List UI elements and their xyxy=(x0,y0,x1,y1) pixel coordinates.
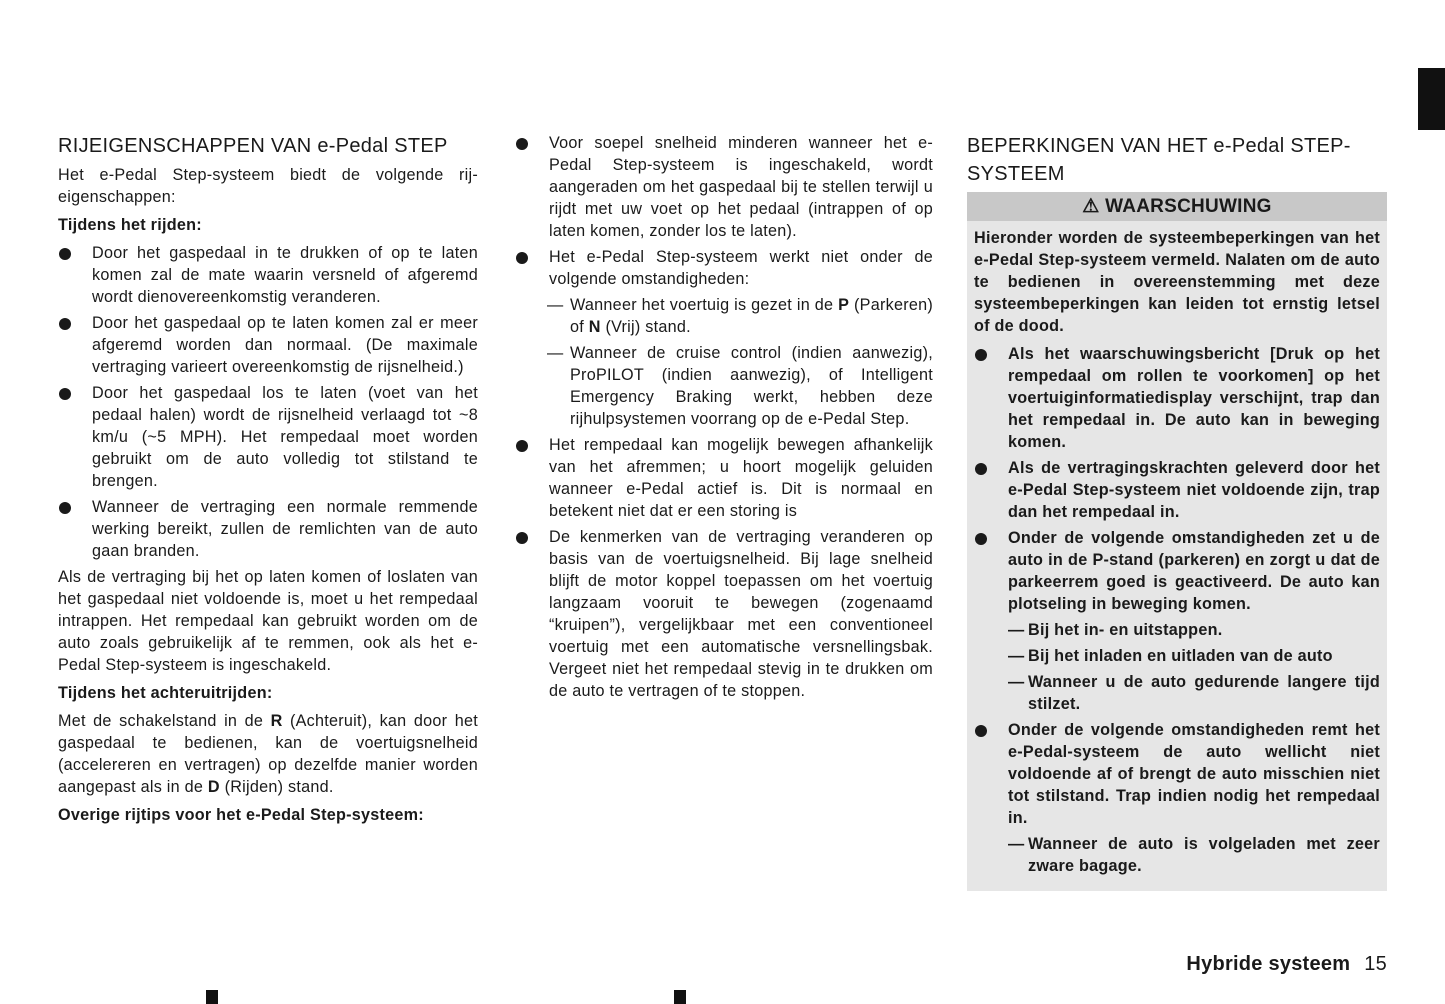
list-item: Het e-Pedal Step-systeem werkt niet onder de volgende omstandigheden: xyxy=(515,246,933,290)
column-1 xyxy=(58,132,478,832)
chapter-tab-marker xyxy=(1418,68,1445,130)
list-item: Door het gaspedaal in te drukken of op te laten komen zal de mate waarin versneld of afgeremd wordt dienovereenkomstig veranderen. xyxy=(58,242,478,308)
warning-header: ⚠ WAARSCHUWING xyxy=(967,192,1387,221)
column-2 xyxy=(515,132,933,706)
dash-item: — Bij het inladen en uitladen van de auto xyxy=(974,645,1380,667)
reverse-paragraph: Met de schakelstand in de R (Achteruit), kan door het gaspedaal te bedienen, kan de voertuigsnelheid (accelereren en vertragen) op dezelfde manier worden aangepast als in de D (Rijden) stand. xyxy=(58,712,478,796)
dash-item: — Wanneer de cruise control (indien aanwezig), ProPILOT (indien aanwezig), of Intelligent Emergency Braking werkt, hebben deze rijhulpsystemen voorrang op de e-Pedal Step. xyxy=(547,342,933,430)
warning-box xyxy=(967,192,1387,891)
warning-triangle-icon: ⚠ xyxy=(1082,196,1100,217)
page-number: 15 xyxy=(1364,953,1387,975)
column-3 xyxy=(967,132,1387,891)
dash-item: — Bij het in- en uitstappen. xyxy=(974,619,1380,641)
section-title: BEPERKINGEN VAN HET e-Pedal STEP-SYSTEEM xyxy=(967,135,1351,185)
list-item: Als het waarschuwingsbericht [Druk op het rempedaal om rollen te voorkomen] op het voertuiginformatiedisplay verschijnt, trap dan het rempedaal in. De auto kan in beweging komen. xyxy=(974,343,1380,453)
subheading-reverse: Tijdens het achteruitrijden: xyxy=(58,684,273,702)
dash-item: — Wanneer de auto is volgeladen met zeer zware bagage. xyxy=(974,833,1380,877)
warning-intro: Hieronder worden de systeembeperkingen van het e-Pedal Step-systeem vermeld. Nalaten om de auto te bedienen in overeenstemming met deze systeembeperkingen kan leiden tot ernstig letsel of de dood. xyxy=(974,229,1380,335)
dash-item: — Wanneer het voertuig is gezet in de P (Parkeren) of N (Vrij) stand. xyxy=(547,294,933,338)
list-item: Als de vertragingskrachten geleverd door het e-Pedal Step-systeem niet voldoende zijn, trap dan het rempedaal in. xyxy=(974,457,1380,523)
subheading-tips: Overige rijtips voor het e-Pedal Step-systeem: xyxy=(58,806,424,824)
list-item: Het rempedaal kan mogelijk bewegen afhankelijk van het afremmen; u hoort mogelijk geluiden wanneer e-Pedal actief is. Dit is normaal en betekent niet dat er een storing is xyxy=(515,434,933,522)
footer-section-title: Hybride systeem xyxy=(1186,953,1351,975)
crop-mark xyxy=(206,990,218,1004)
list-item: Voor soepel snelheid minderen wanneer het e-Pedal Step-systeem is ingeschakeld, wordt aangeraden om het gaspedaal bij te stellen terwijl u rijdt met uw voet op het pedaal (intrappen of op laten komen, zonder los te laten). xyxy=(515,132,933,242)
list-item: Onder de volgende omstandigheden zet u de auto in de P-stand (parkeren) en zorgt u dat de parkeerrem goed is geactiveerd. De auto kan plotseling in beweging komen. xyxy=(974,527,1380,615)
list-item: De kenmerken van de vertraging veranderen op basis van de voertuigsnelheid. Bij lage snelheid blijft de motor koppel toepassen om het voertuig langzaam vooruit te bewegen (zogenaamd “kruipen”), vergelijkbaar met een conventioneel voertuig met een automatische versnellingsbak. Vergeet niet het rempedaal stevig in te drukken om de auto te vertragen of te stoppen. xyxy=(515,526,933,702)
page-footer xyxy=(1186,950,1387,978)
list-item: Onder de volgende omstandigheden remt het e-Pedal-systeem de auto wellicht niet voldoende af of brengt de auto misschien niet tot stilstand. Trap indien nodig het rempedaal in. xyxy=(974,719,1380,829)
list-item: Wanneer de vertraging een normale remmende werking bereikt, zullen de remlichten van de auto gaan branden. xyxy=(58,496,478,562)
list-item: Door het gaspedaal los te laten (voet van het pedaal halen) wordt de rijsnelheid verlaagd tot ~8 km/u (~5 MPH). Het rempedaal moet worden gebruikt om de auto volledig tot stilstand te brengen. xyxy=(58,382,478,492)
crop-mark xyxy=(674,990,686,1004)
section-title: RIJEIGENSCHAPPEN VAN e-Pedal STEP xyxy=(58,135,448,157)
dash-item: — Wanneer u de auto gedurende langere tijd stilzet. xyxy=(974,671,1380,715)
brake-paragraph: Als de vertraging bij het op laten komen of loslaten van het gaspedaal niet voldoende is, moet u het rempedaal intrappen. Het rempedaal kan gebruikt worden om de auto zoals gebruikelijk af te remmen, ook als het e-Pedal Step-systeem is ingeschakeld. xyxy=(58,568,478,674)
intro-paragraph: Het e-Pedal Step-systeem biedt de volgende rij-eigenschappen: xyxy=(58,166,478,206)
subheading-driving: Tijdens het rijden: xyxy=(58,216,202,234)
list-item: Door het gaspedaal op te laten komen zal er meer afgeremd worden dan normaal. (De maximale vertraging varieert overeenkomstig de rijsnelheid.) xyxy=(58,312,478,378)
